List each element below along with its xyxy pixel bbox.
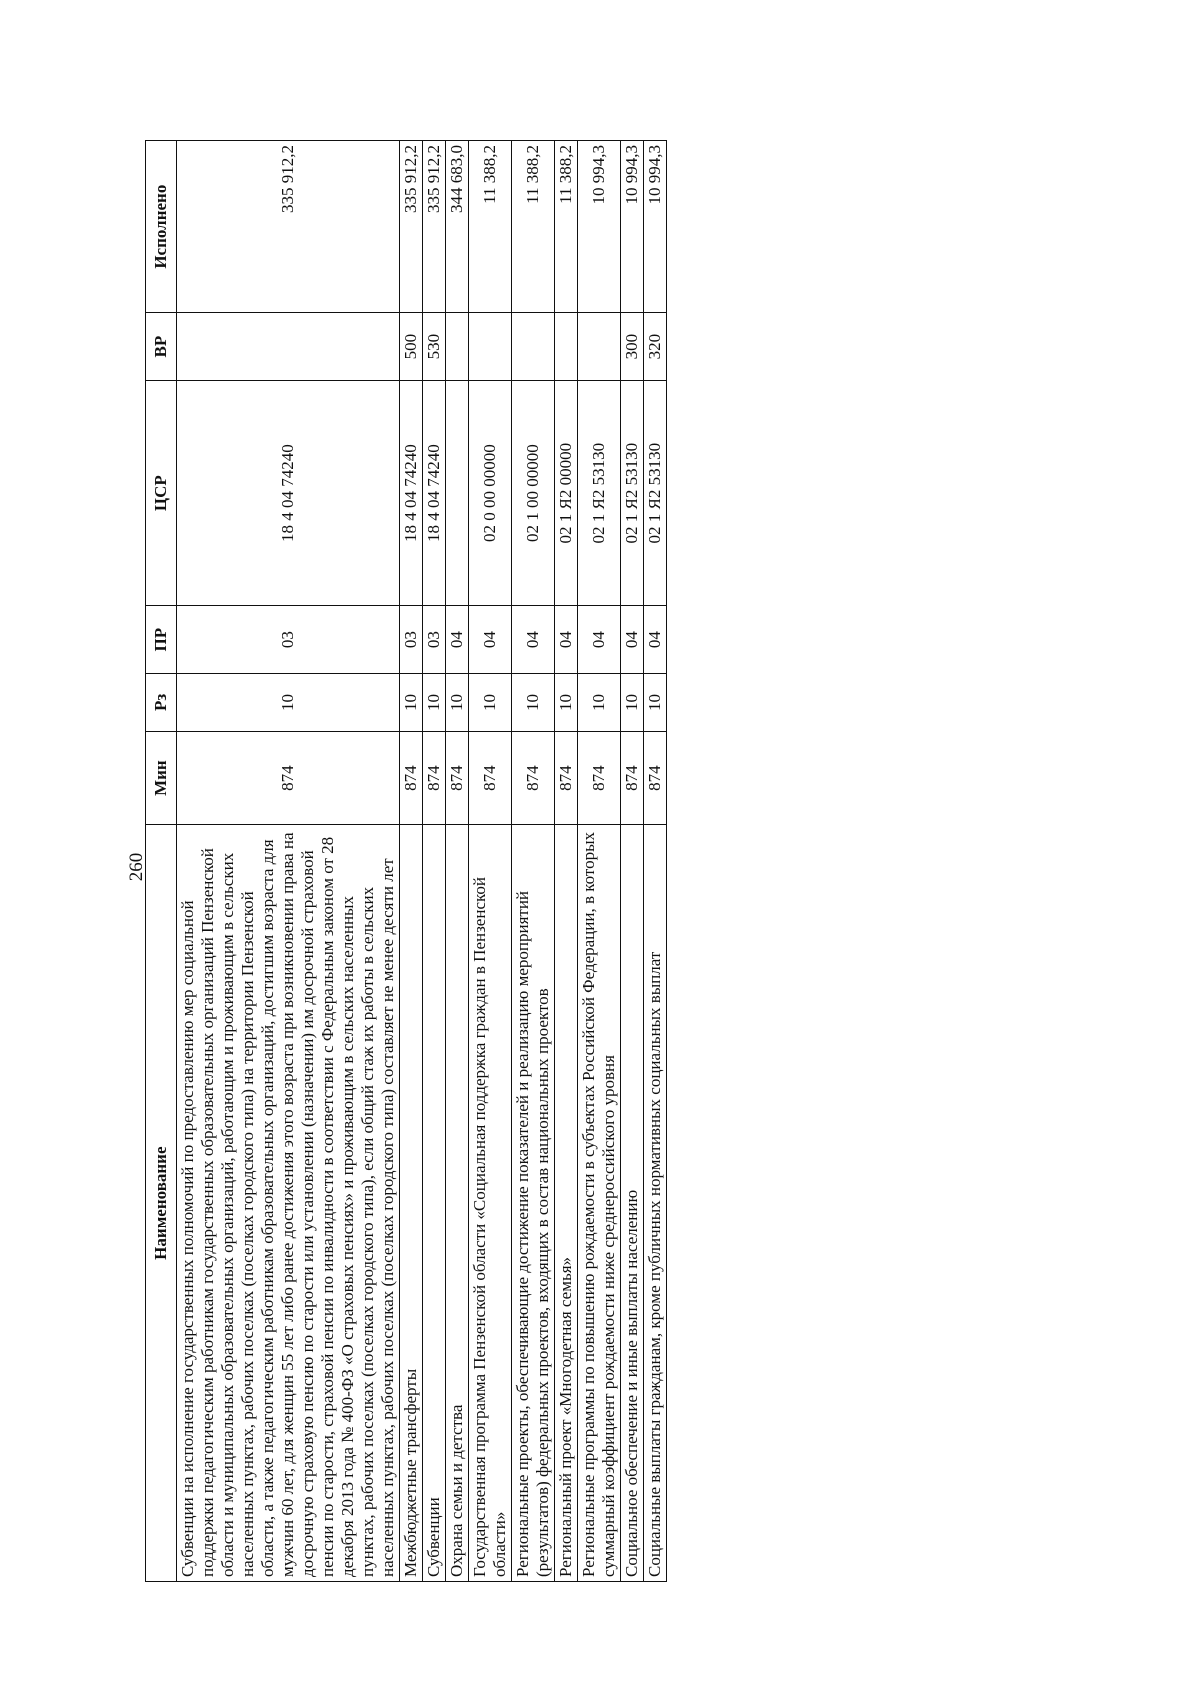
cell-csr: 18 4 04 74240 (400, 380, 423, 605)
cell-min: 874 (423, 731, 446, 824)
header-vr: ВР (146, 313, 177, 381)
cell-vr (446, 313, 469, 381)
table-row (644, 141, 667, 1582)
cell-vr (555, 313, 578, 381)
cell-vr: 500 (400, 313, 423, 381)
cell-csr: 02 1 Я2 53130 (644, 380, 667, 605)
cell-min: 874 (469, 731, 512, 824)
cell-rz: 10 (469, 673, 512, 731)
cell-pr: 03 (423, 606, 446, 674)
cell-vr: 300 (621, 313, 644, 381)
cell-done: 10 994,3 (578, 141, 621, 313)
cell-rz: 10 (578, 673, 621, 731)
cell-name: Субвенции (423, 825, 446, 1582)
cell-min: 874 (621, 731, 644, 824)
cell-pr: 04 (644, 606, 667, 674)
cell-min: 874 (644, 731, 667, 824)
cell-min: 874 (177, 731, 400, 824)
cell-vr (469, 313, 512, 381)
cell-name: Региональные проекты, обеспечивающие достижение показателей и реализацию мероприятий (результатов) федеральных проектов, входящих в состав национальных проектов (512, 825, 555, 1582)
cell-rz: 10 (555, 673, 578, 731)
cell-done: 335 912,2 (423, 141, 446, 313)
cell-pr: 04 (621, 606, 644, 674)
cell-csr: 02 0 00 00000 (469, 380, 512, 605)
cell-rz: 10 (446, 673, 469, 731)
cell-csr: 02 1 00 00000 (512, 380, 555, 605)
cell-min: 874 (578, 731, 621, 824)
cell-done: 10 994,3 (621, 141, 644, 313)
cell-min: 874 (400, 731, 423, 824)
cell-min: 874 (512, 731, 555, 824)
cell-name: Социальное обеспечение и иные выплаты населению (621, 825, 644, 1582)
header-csr: ЦСР (146, 380, 177, 605)
cell-csr (446, 380, 469, 605)
cell-vr: 530 (423, 313, 446, 381)
cell-name: Региональные программы по повышению рождаемости в субъектах Российской Федерации, в которых суммарный коэффициент рождаемости ниже среднероссийского уровня (578, 825, 621, 1582)
cell-rz: 10 (423, 673, 446, 731)
table-header-row (146, 141, 177, 1582)
cell-done: 344 683,0 (446, 141, 469, 313)
cell-name: Субвенции на исполнение государственных полномочий по предоставлению мер социальной поддержки педагогическим работникам государственных образовательных организаций Пензенской области и муниципальных образовательных организаций, работающим и проживающим в сельских населенных пунктах, рабочих поселках (поселках городского типа) на территории Пензенской области, а также педагогическим работникам образовательных организаций, достигшим возраста для мужчин 60 лет, для женщин 55 лет либо ранее достижения этого возраста при возникновении права на досрочную страховую пенсию по старости или установлении (назначении) им досрочной страховой пенсии по старости, страховой пенсии по инвалидности в соответствии с Федеральным законом от 28 декабря 2013 года № 400-ФЗ «О страховых пенсиях» и проживающим в сельских населенных пунктах, рабочих поселках (поселках городского типа), если общий стаж их работы в сельских населенных пунктах, рабочих поселках (поселках городского типа) составляет не менее десяти лет (177, 825, 400, 1582)
cell-pr: 03 (177, 606, 400, 674)
cell-vr (512, 313, 555, 381)
budget-table (145, 140, 667, 1582)
table-row (555, 141, 578, 1582)
page-number: 260 (126, 852, 147, 882)
cell-pr: 03 (400, 606, 423, 674)
table-row (621, 141, 644, 1582)
header-name: Наименование (146, 825, 177, 1582)
header-done: Исполнено (146, 141, 177, 313)
cell-rz: 10 (400, 673, 423, 731)
cell-vr: 320 (644, 313, 667, 381)
cell-rz: 10 (621, 673, 644, 731)
cell-pr: 04 (469, 606, 512, 674)
cell-rz: 10 (512, 673, 555, 731)
cell-csr: 02 1 Я2 53130 (621, 380, 644, 605)
table-row (177, 141, 400, 1582)
table-row (446, 141, 469, 1582)
cell-pr: 04 (578, 606, 621, 674)
cell-name: Государственная программа Пензенской области «Социальная поддержка граждан в Пензенской области» (469, 825, 512, 1582)
cell-csr: 18 4 04 74240 (177, 380, 400, 605)
table-row (423, 141, 446, 1582)
cell-rz: 10 (177, 673, 400, 731)
cell-done: 11 388,2 (469, 141, 512, 313)
cell-name: Региональный проект «Многодетная семья» (555, 825, 578, 1582)
cell-done: 335 912,2 (177, 141, 400, 313)
cell-pr: 04 (555, 606, 578, 674)
header-min: Мин (146, 731, 177, 824)
cell-name: Социальные выплаты гражданам, кроме публичных нормативных социальных выплат (644, 825, 667, 1582)
cell-done: 335 912,2 (400, 141, 423, 313)
table-row (400, 141, 423, 1582)
cell-name: Охрана семьи и детства (446, 825, 469, 1582)
cell-csr: 02 1 Я2 53130 (578, 380, 621, 605)
header-rz: Рз (146, 673, 177, 731)
cell-rz: 10 (644, 673, 667, 731)
cell-min: 874 (555, 731, 578, 824)
table-row (578, 141, 621, 1582)
cell-min: 874 (446, 731, 469, 824)
cell-name: Межбюджетные трансферты (400, 825, 423, 1582)
cell-pr: 04 (446, 606, 469, 674)
header-pr: ПР (146, 606, 177, 674)
table-row (512, 141, 555, 1582)
cell-done: 11 388,2 (512, 141, 555, 313)
cell-vr (578, 313, 621, 381)
table-row (469, 141, 512, 1582)
cell-csr: 18 4 04 74240 (423, 380, 446, 605)
cell-csr: 02 1 Я2 00000 (555, 380, 578, 605)
cell-pr: 04 (512, 606, 555, 674)
cell-done: 11 388,2 (555, 141, 578, 313)
cell-done: 10 994,3 (644, 141, 667, 313)
cell-vr (177, 313, 400, 381)
rotated-table-container (145, 140, 1000, 1582)
